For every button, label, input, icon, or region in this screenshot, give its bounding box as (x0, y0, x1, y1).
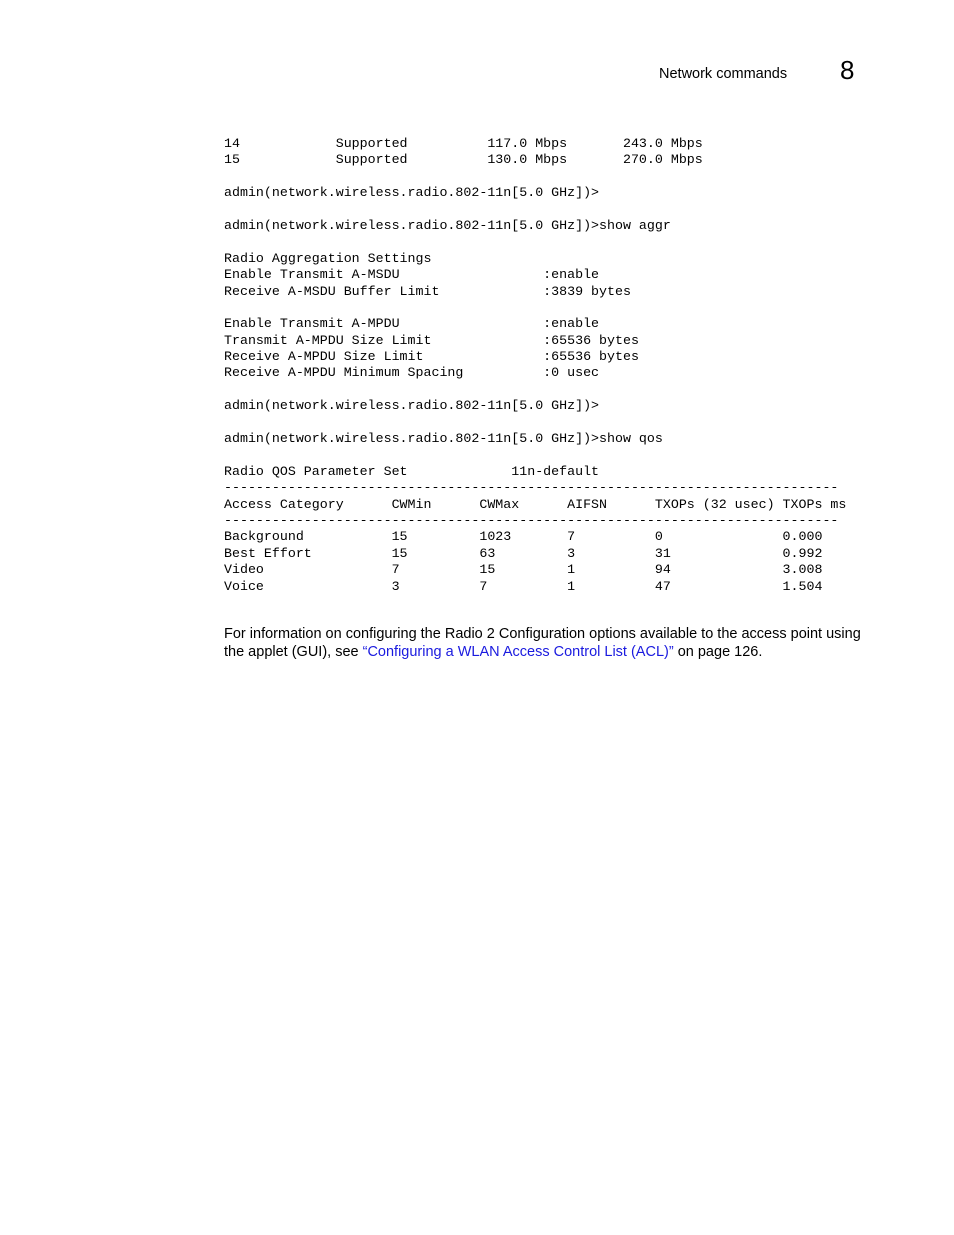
code-line: Best Effort 15 63 3 31 0.992 (224, 545, 823, 561)
code-line (224, 169, 846, 185)
cli-output-block (224, 136, 846, 595)
code-line: admin(network.wireless.radio.802-11n[5.0 GHz])>show qos (224, 431, 663, 447)
section-title: Network commands (659, 66, 788, 82)
code-line: Video 7 15 1 94 3.008 (224, 562, 823, 578)
code-line: Background 15 1023 7 0 0.000 (224, 529, 823, 545)
code-line: admin(network.wireless.radio.802-11n[5.0 GHz])>show aggr (224, 217, 671, 233)
code-line: 15 Supported 130.0 Mbps 270.0 Mbps (224, 152, 703, 168)
code-line: ----------------------------------------------------------------------------- (224, 480, 839, 496)
code-line: Radio QOS Parameter Set 11n-default (224, 463, 600, 479)
code-line (224, 202, 846, 218)
paragraph-text: For information on configuring the Radio 2 Configuration options available to the access point using the applet (GUI), see (224, 625, 861, 660)
acl-crossref-link[interactable]: “Configuring a WLAN Access Control List (ACL)” (362, 643, 674, 660)
info-paragraph (224, 625, 864, 661)
code-line: Access Category CWMin CWMax AIFSN TXOPs (32 usec) TXOPs ms (224, 496, 847, 512)
code-line: Voice 3 7 1 47 1.504 (224, 578, 823, 594)
code-line: Receive A-MPDU Minimum Spacing :0 usec (224, 365, 600, 381)
code-line: Radio Aggregation Settings (224, 250, 432, 266)
code-line: Receive A-MPDU Size Limit :65536 bytes (224, 349, 639, 365)
code-line: admin(network.wireless.radio.802-11n[5.0 GHz])> (224, 398, 600, 414)
code-line (224, 382, 846, 398)
code-line: Enable Transmit A-MSDU :enable (224, 267, 600, 283)
code-line: Transmit A-MPDU Size Limit :65536 bytes (224, 332, 639, 348)
code-line: ----------------------------------------------------------------------------- (224, 512, 839, 528)
code-line: admin(network.wireless.radio.802-11n[5.0 GHz])> (224, 185, 600, 201)
code-line (224, 415, 846, 431)
code-line: Receive A-MSDU Buffer Limit :3839 bytes (224, 283, 631, 299)
code-line (224, 234, 846, 250)
code-line (224, 447, 846, 463)
paragraph-text-end: on page 126. (673, 643, 763, 660)
code-line: Enable Transmit A-MPDU :enable (224, 316, 600, 332)
chapter-number: 8 (840, 55, 855, 85)
code-line (224, 300, 846, 316)
code-line: 14 Supported 117.0 Mbps 243.0 Mbps (224, 136, 703, 151)
